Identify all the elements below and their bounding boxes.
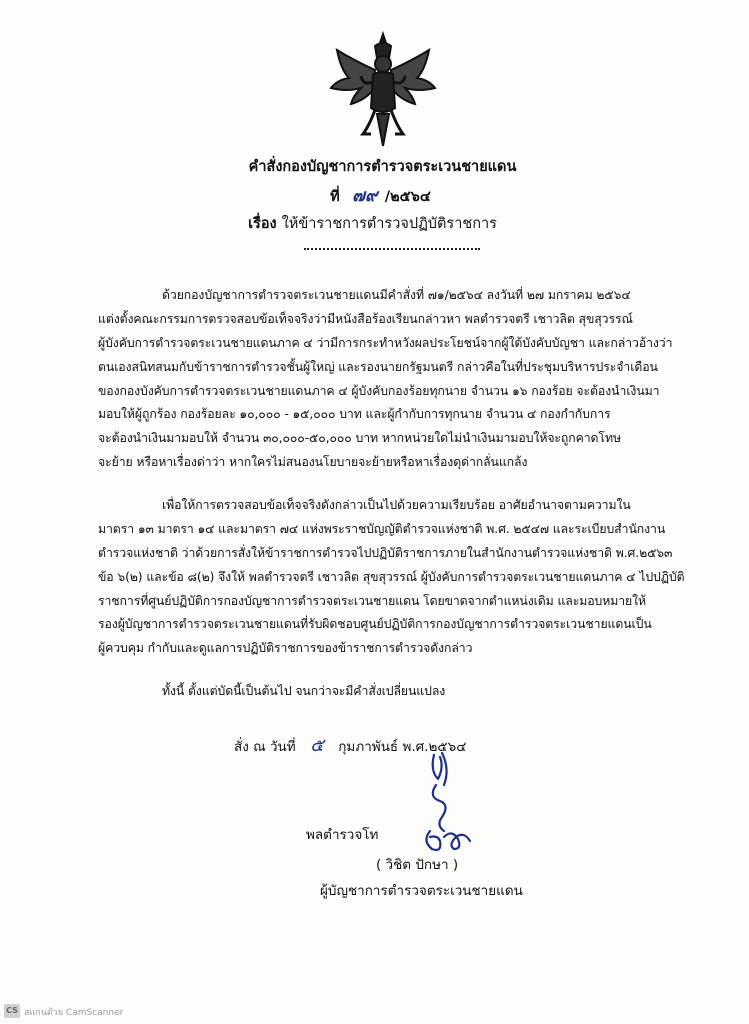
dotted-divider	[304, 248, 480, 250]
order-number-suffix: /๒๕๖๔	[384, 189, 431, 205]
paragraph-line: ตนเองสนิทสนมกับข้าราชการตำรวจชั้นผู้ใหญ่ และรองนายกรัฐมนตรี กล่าวคือในที่ประชุมบริหารประจำเดือน	[98, 359, 658, 374]
date-prefix: สั่ง ณ วันที่	[234, 739, 296, 755]
paragraph-line: รองผู้บัญชาการตำรวจตระเวนชายแดนที่รับผิดชอบศูนย์ปฏิบัติการกองบัญชาการตำรวจตระเวนชายแดนเป็น	[98, 617, 652, 632]
camscanner-logo-icon: CS	[4, 1004, 20, 1018]
paragraph-line: แต่งตั้งคณะกรรมการตรวจสอบข้อเท็จจริงว่ามีหนังสือร้องเรียนกล่าวหา พลตำรวจตรี เชาวลิต สุขสุวรรณ์	[98, 311, 633, 326]
paragraph-line: จะย้าย หรือหาเรื่องด่าว่า หากใครไม่สนองนโยบายจะย้ายหรือหาเรื่องดุด่ากลั่นแกล้ง	[98, 455, 528, 470]
paragraph-3	[98, 680, 718, 704]
subject-text: ให้ข้าราชการตำรวจปฏิบัติราชการ	[281, 216, 497, 232]
signer-rank: พลตำรวจโท	[306, 827, 379, 843]
date-suffix: กุมภาพันธ์ พ.ศ.๒๕๖๔	[338, 739, 467, 755]
paragraph-line: มาตรา ๑๓ มาตรา ๑๔ และมาตรา ๗๔ แห่งพระราชบัญญัติตำรวจแห่งชาติ พ.ศ. ๒๕๔๗ และระเบียบสำนักงาน	[98, 521, 666, 536]
order-number	[6, 186, 749, 207]
paragraph-line: ทั้งนี้ ตั้งแต่บัดนี้เป็นต้นไป จนกว่าจะมีคำสั่งเปลี่ยนแปลง	[162, 684, 446, 698]
date-day-handwritten: ๕	[310, 735, 324, 756]
paragraph-line: ข้อ ๖(๒) และข้อ ๘(๒) จึงให้ พลตำรวจตรี เชาวลิต สุขสุวรรณ์ ผู้บังคับการตำรวจตระเวนชายแดนภาค ๔ ไปปฏิบัติ	[98, 569, 685, 584]
paragraph-line: จะต้องนำเงินมามอบให้ จำนวน ๓๐,๐๐๐-๕๐,๐๐๐ บาท หากหน่วยใดไม่นำเงินมามอบให้จะถูกคาดโทษ	[98, 431, 621, 446]
subject-line	[0, 214, 747, 234]
paragraph-2	[98, 494, 718, 661]
signer-position: ผู้บัญชาการตำรวจตระเวนชายแดน	[320, 883, 523, 899]
paragraph-line: ผู้ควบคุม กำกับและดูแลการปฏิบัติราชการของข้าราชการตำรวจดังกล่าว	[98, 641, 473, 656]
order-number-handwritten: ๗๙	[352, 186, 378, 206]
paragraph-line: เพื่อให้การตรวจสอบข้อเท็จจริงดังกล่าวเป็นไปด้วยความเรียบร้อย อาศัยอำนาจตามความใน	[162, 498, 631, 512]
paragraph-line: ตำรวจแห่งชาติ ว่าด้วยการสั่งให้ข้าราชการตำรวจไปปฏิบัติราชการภายในสำนักงานตำรวจแห่งชาติ พ.ศ.๒๕๖๓	[98, 545, 673, 560]
paragraph-1	[98, 284, 718, 475]
camscanner-watermark: สแกนด้วย CamScanner	[24, 1008, 124, 1018]
order-title: คำสั่งกองบัญชาการตำรวจตระเวนชายแดน	[248, 159, 517, 175]
garuda-emblem	[323, 30, 443, 150]
paragraph-line: ราชการที่ศูนย์ปฏิบัติการกองบัญชาการตำรวจตระเวนชายแดน โดยขาดจากตำแหน่งเดิม และมอบหมายให้	[98, 593, 647, 608]
paragraph-line: ผู้บังคับการตำรวจตระเวนชายแดนภาค ๔ ว่ามีการกระทำหวังผลประโยชน์จากผู้ใต้บังคับบัญชา และกล่าวอ้างว่า	[98, 335, 673, 350]
subject-label: เรื่อง	[248, 216, 277, 232]
signer-name: ( วิชิต ปักษา )	[376, 857, 459, 873]
order-number-prefix: ที่	[330, 189, 340, 205]
paragraph-line: มอบให้ผู้ถูกร้อง กองร้อยละ ๑๐,๐๐๐ - ๑๕,๐๐๐ บาท และผู้กำกับการทุกนาย จำนวน ๔ กองกำกับการ	[98, 407, 611, 422]
paragraph-line: ของกองบังคับการตำรวจตระเวนชายแดนภาค ๔ ผู้บังคับกองร้อยทุกนาย จำนวน ๑๖ กองร้อย จะต้องนำเงินมา	[98, 383, 660, 398]
handwritten-signature	[400, 745, 480, 865]
paragraph-line: ด้วยกองบัญชาการตำรวจตระเวนชายแดนมีคำสั่งที่ ๗๑/๒๕๖๔ ลงวันที่ ๒๗ มกราคม ๒๕๖๔	[162, 288, 631, 302]
